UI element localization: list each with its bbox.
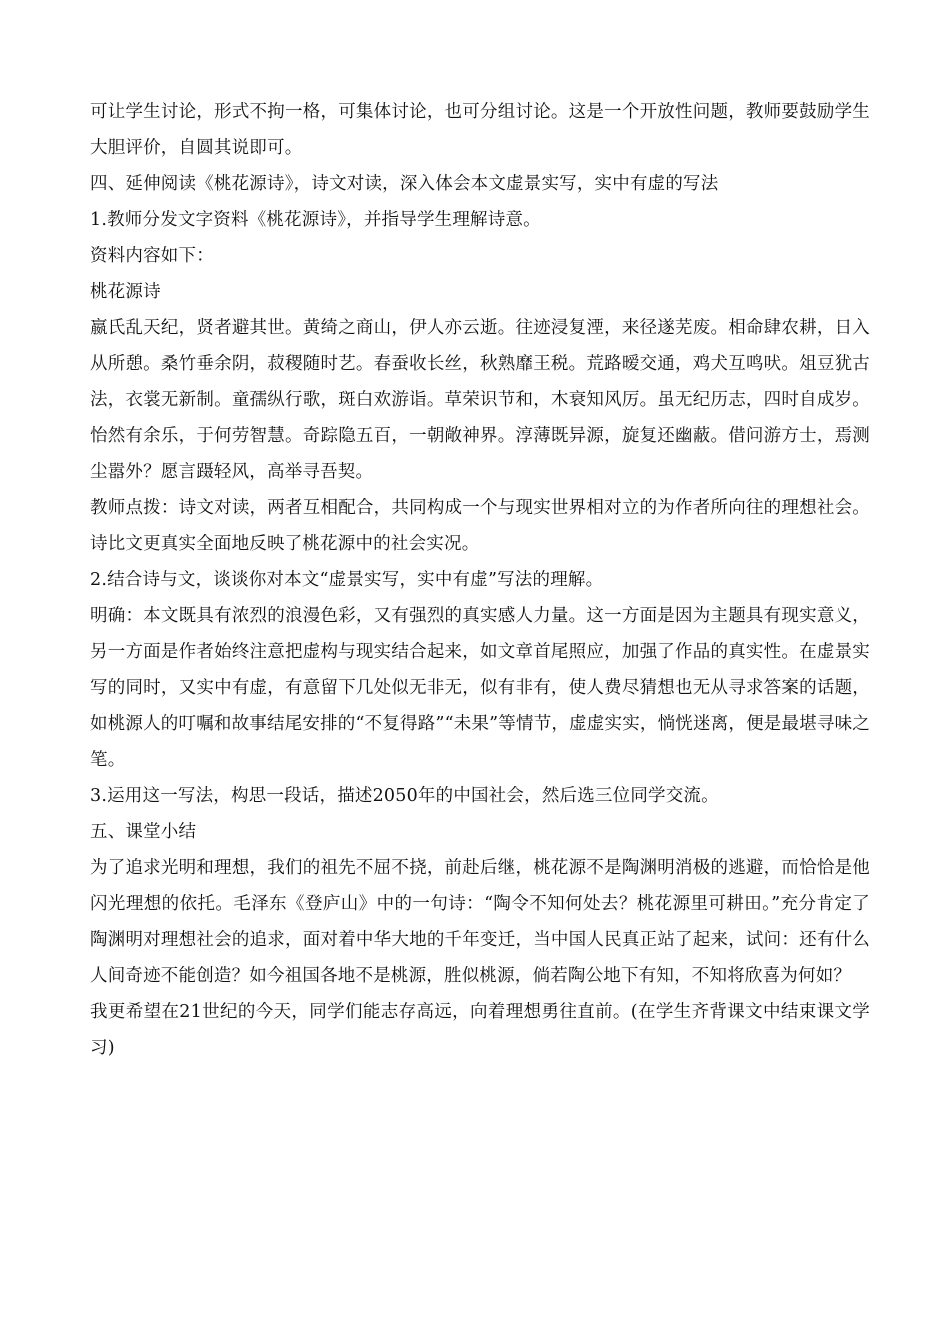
paragraph-closing: 我更希望在21世纪的今天，同学们能志存高远，向着理想勇往直前。(在学生齐背课文中结束课文学习) — [90, 1002, 870, 1058]
paragraph-teacher-guidance: 教师点拨：诗文对读，两者互相配合，共同构成一个与现实世界相对立的为作者所向往的理想社会。诗比文更真实全面地反映了桃花源中的社会实况。 — [90, 498, 870, 554]
paragraph-step-2: 2.结合诗与文，谈谈你对本文“虚景实写，实中有虚”写法的理解。 — [90, 570, 604, 590]
document-body — [90, 94, 870, 1066]
poem-text: 嬴氏乱天纪，贤者避其世。黄绮之商山，伊人亦云逝。往迹浸复湮，来径遂芜废。相命肆农耕，日入从所憩。桑竹垂余阴，菽稷随时艺。春蚕收长丝，秋熟靡王税。荒路暧交通，鸡犬互鸣吠。俎豆犹古法，衣裳无新制。童孺纵行歌，斑白欢游诣。草荣识节和，木衰知风厉。虽无纪历志，四时自成岁。怡然有余乐，于何劳智慧。奇踪隐五百，一朝敞神界。淳薄既异源，旋复还幽蔽。借问游方士，焉测尘嚣外？愿言蹑轻风，高举寻吾契。 — [90, 318, 870, 482]
poem-title: 桃花源诗 — [90, 282, 161, 302]
paragraph-clarification: 明确：本文既具有浓烈的浪漫色彩，又有强烈的真实感人力量。这一方面是因为主题具有现实意义，另一方面是作者始终注意把虚构与现实结合起来，如文章首尾照应，加强了作品的真实性。在虚景实写的同时，又实中有虚，有意留下几处似无非无，似有非有，使人费尽猜想也无从寻求答案的话题，如桃源人的叮嘱和故事结尾安排的“不复得路”“未果”等情节，虚虚实实，惝恍迷离，便是最堪寻味之笔。 — [90, 606, 870, 770]
paragraph-step-3: 3.运用这一写法，构思一段话，描述2050年的中国社会，然后选三位同学交流。 — [90, 786, 719, 806]
paragraph-discussion-note: 可让学生讨论，形式不拘一格，可集体讨论，也可分组讨论。这是一个开放性问题，教师要鼓励学生大胆评价，自圆其说即可。 — [90, 102, 870, 158]
paragraph-step-1: 1.教师分发文字资料《桃花源诗》，并指导学生理解诗意。 — [90, 210, 541, 230]
section-heading-extended-reading: 四、延伸阅读《桃花源诗》，诗文对读，深入体会本文虚景实写，实中有虚的写法 — [90, 174, 719, 194]
paragraph-summary: 为了追求光明和理想，我们的祖先不屈不挠，前赴后继，桃花源不是陶渊明消极的逃避，而恰恰是他闪光理想的依托。毛泽东《登庐山》中的一句诗：“陶令不知何处去？桃花源里可耕田。”充分肯定了陶渊明对理想社会的追求，面对着中华大地的千年变迁，当中国人民真正站了起来，试问：还有什么人间奇迹不能创造？如今祖国各地不是桃源，胜似桃源，倘若陶公地下有知，不知将欣喜为何如？ — [90, 858, 870, 986]
paragraph-material-intro: 资料内容如下： — [90, 246, 214, 266]
section-heading-summary: 五、课堂小结 — [90, 822, 197, 842]
